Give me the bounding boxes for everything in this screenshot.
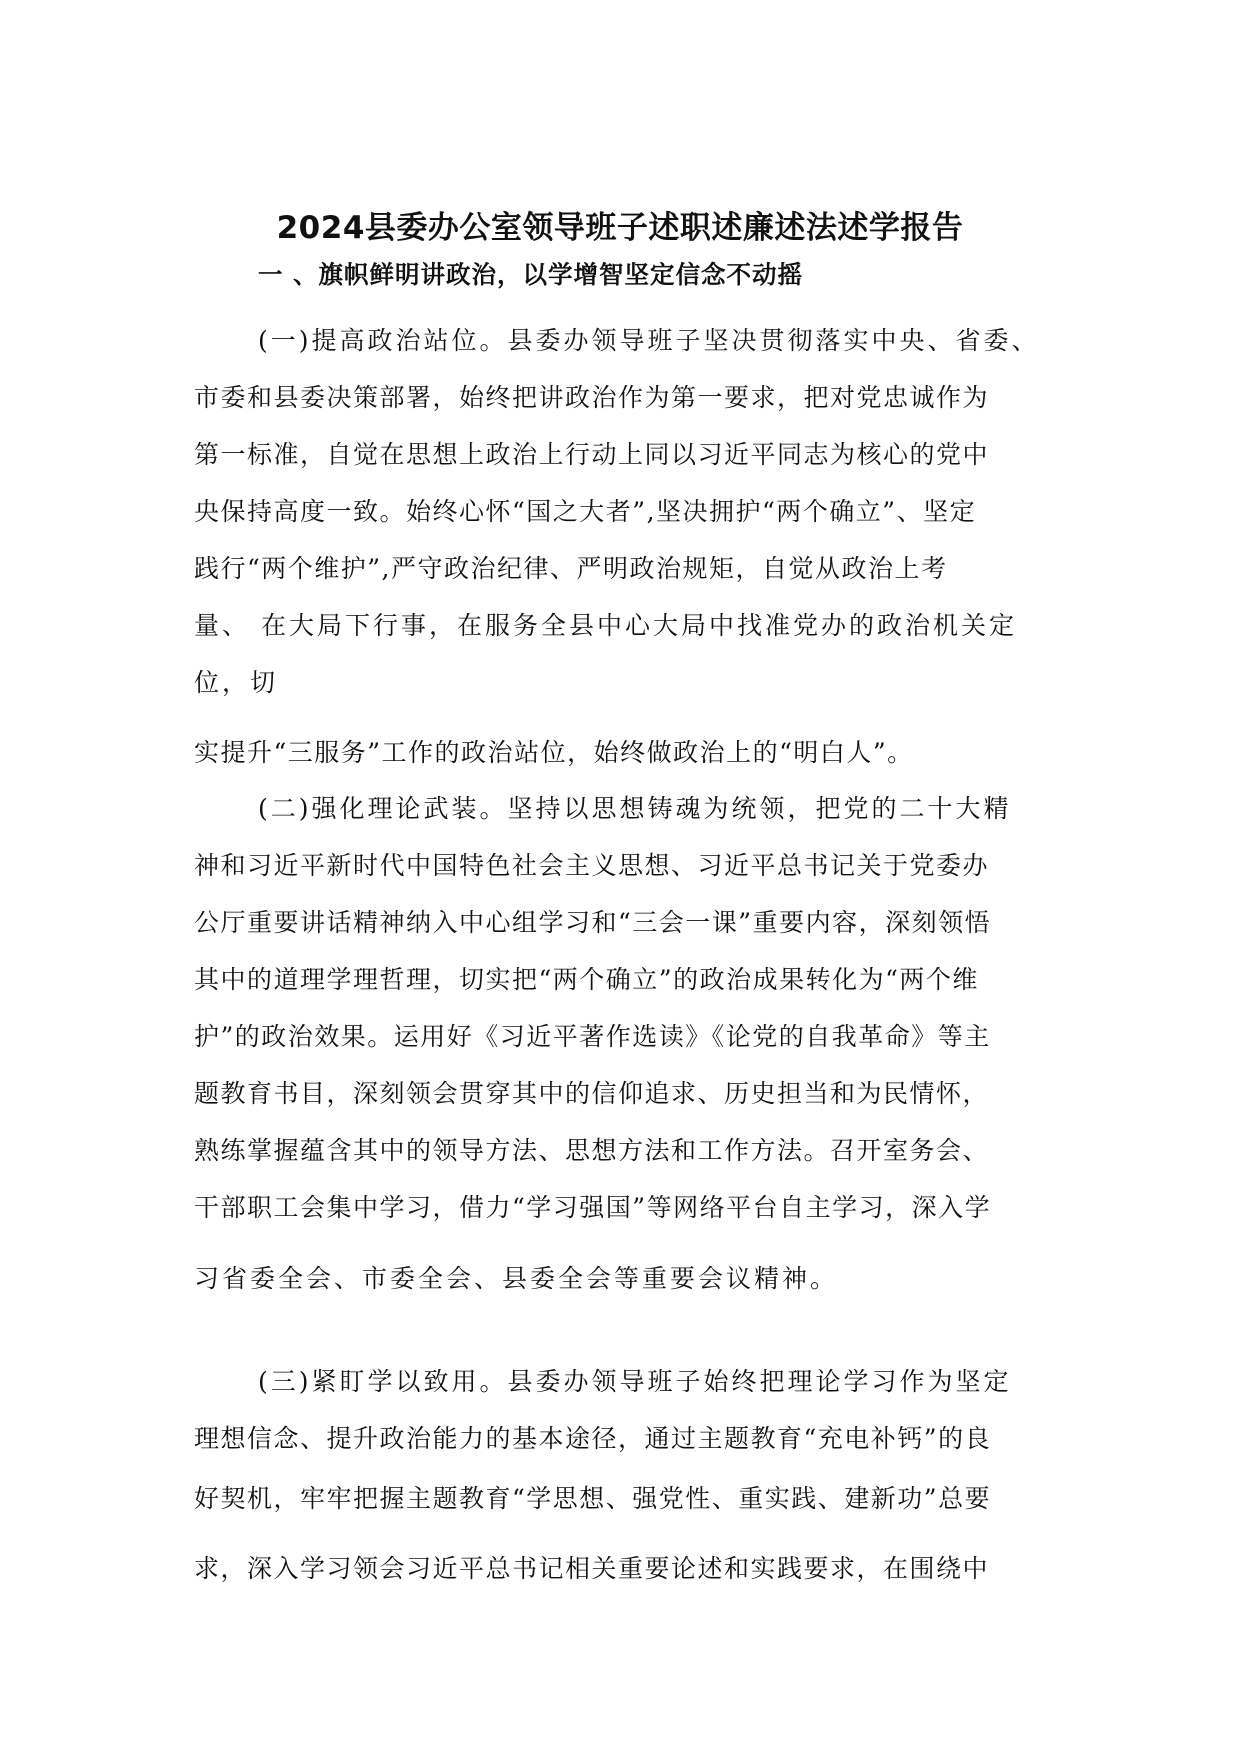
body-line: 践行“两个维护”,严守政治纪律、严明政治规矩，自觉从政治上考: [194, 554, 948, 583]
body-line: 题教育书目，深刻领会贯穿其中的信仰追求、历史担当和为民情怀，: [194, 1079, 990, 1108]
body-line: 求，深入学习领会习近平总书记相关重要论述和实践要求，在围绕中: [194, 1554, 990, 1583]
body-line: 公厅重要讲话精神纳入中心组学习和“三会一课”重要内容，深刻领悟: [194, 908, 992, 937]
body-line: 干部职工会集中学习，借力“学习强国”等网络平台自主学习，深入学: [194, 1193, 992, 1222]
body-line: 理想信念、提升政治能力的基本途径，通过主题教育“充电补钙”的良: [194, 1424, 992, 1453]
body-line: (二)强化理论武装。坚持以思想铸魂为统领，把党的二十大精: [258, 794, 1012, 823]
body-line: (一)提高政治站位。县委办领导班子坚决贯彻落实中央、省委、: [258, 326, 1040, 355]
document-title: 2024县委办公室领导班子述职述廉述法述学报告: [276, 210, 964, 246]
section-heading: 一 、旗帜鲜明讲政治，以学增智坚定信念不动摇: [258, 260, 804, 289]
body-line: 实提升“三服务”工作的政治站位，始终做政治上的“明白人”。: [194, 738, 914, 767]
body-line: 其中的道理学理哲理，切实把“两个确立”的政治成果转化为“两个维: [194, 965, 979, 994]
body-line: 熟练掌握蕴含其中的领导方法、思想方法和工作方法。召开室务会、: [194, 1136, 990, 1165]
body-line: 位，切: [194, 668, 279, 697]
body-line: (三)紧盯学以致用。县委办领导班子始终把理论学习作为坚定: [258, 1367, 1012, 1396]
body-line: 市委和县委决策部署，始终把讲政治作为第一要求，把对党忠诚作为: [194, 383, 990, 412]
body-line: 第一标准，自觉在思想上政治上行动上同以习近平同志为核心的党中: [194, 440, 990, 469]
body-line: 央保持高度一致。始终心怀“国之大者”,坚决拥护“两个确立”、坚定: [194, 497, 977, 526]
body-line: 好契机，牢牢把握主题教育“学思想、强党性、重实践、建新功”总要: [194, 1484, 992, 1513]
body-line: 护”的政治效果。运用好《习近平著作选读》《论党的自我革命》等主: [194, 1022, 991, 1051]
body-line: 量、 在大局下行事，在服务全县中心大局中找准党办的政治机关定: [194, 611, 1017, 640]
body-line: 神和习近平新时代中国特色社会主义思想、习近平总书记关于党委办: [194, 851, 990, 880]
body-line: 习省委全会、市委全会、县委全会等重要会议精神。: [194, 1264, 839, 1293]
